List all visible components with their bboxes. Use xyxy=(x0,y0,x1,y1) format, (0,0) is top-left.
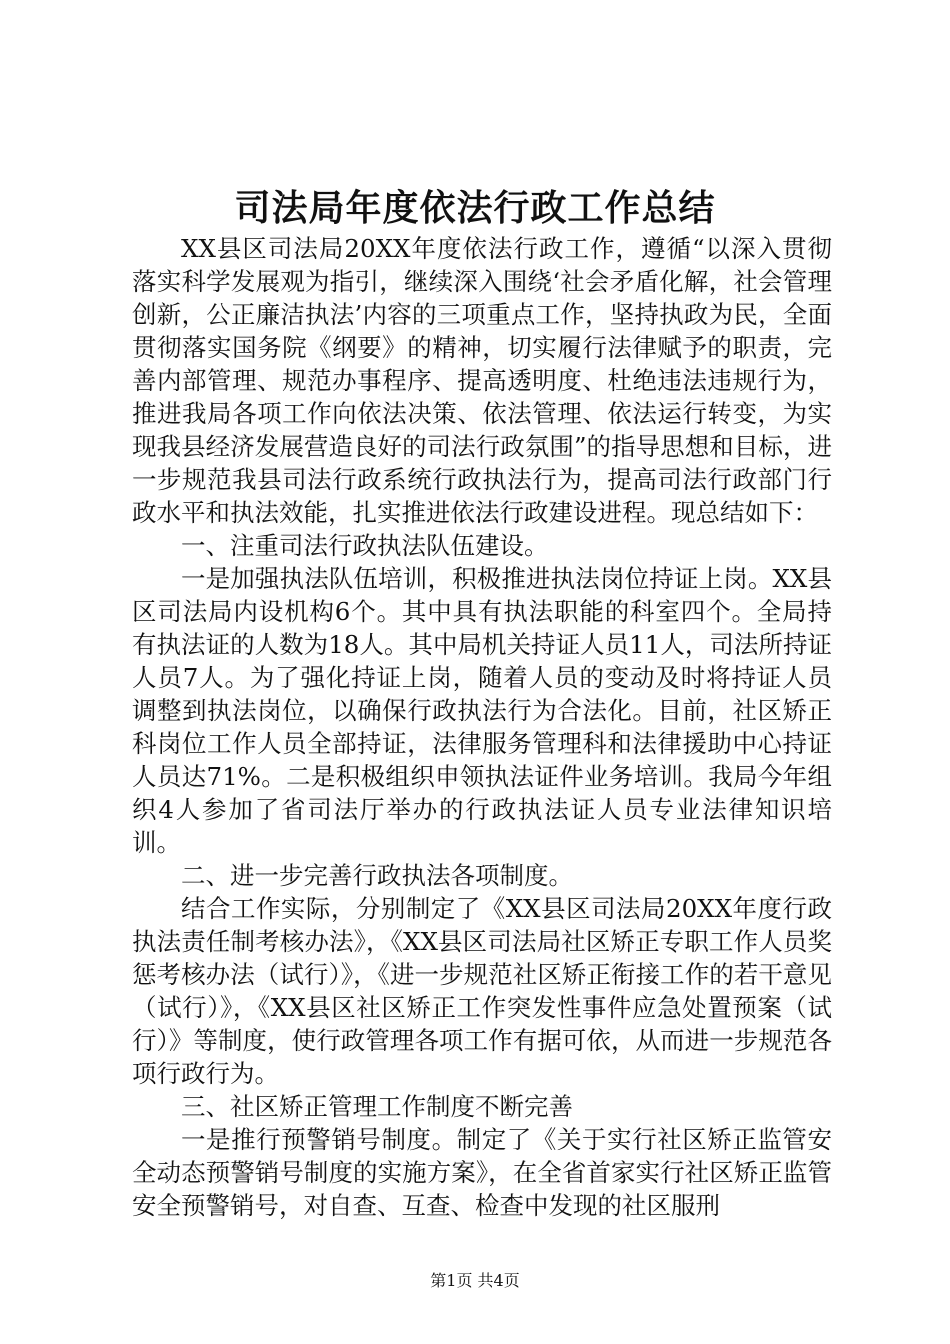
section-heading-2: 二、进一步完善行政执法各项制度。 xyxy=(181,861,573,890)
page-title: 司法局年度依法行政工作总结 xyxy=(234,187,716,229)
document-body xyxy=(132,232,832,1222)
paragraph-section-3: 一是推行预警销号制度。制定了《关于实行社区矫正监管安全动态预警销号制度的实施方案》，在全省首家实行社区矫正监管安全预警销号，对自查、互查、检查中发现的社区服刑 xyxy=(132,1125,832,1220)
page-footer: 第1页 共4页 xyxy=(430,1271,520,1290)
paragraph-section-2: 结合工作实际，分别制定了《XX县区司法局20XX年度行政执法责任制考核办法》，《XX县区司法局社区矫正专职工作人员奖惩考核办法（试行）》，《进一步规范社区矫正衔接工作的若干意见（试行）》，《XX县区社区矫正工作突发性事件应急处置预案（试行）》等制度，使行政管理各项工作有据可依，从而进一步规范各项行政行为。 xyxy=(132,894,832,1088)
paragraph-intro: XX县区司法局20XX年度依法行政工作，遵循“以深入贯彻落实科学发展观为指引，继续深入围绕‘社会矛盾化解，社会管理创新，公正廉洁执法’内容的三项重点工作，坚持执政为民，全面贯彻落实国务院《纲要》的精神，切实履行法律赋予的职责，完善内部管理、规范办事程序、提高透明度、杜绝违法违规行为，推进我局各项工作向依法决策、依法管理、依法运行转变，为实现我县经济发展营造良好的司法行政氛围”的指导思想和目标，进一步规范我县司法行政系统行政执法行为，提高司法行政部门行政水平和执法效能，扎实推进依法行政建设进程。现总结如下： xyxy=(132,234,832,527)
section-heading-3: 三、社区矫正管理工作制度不断完善 xyxy=(181,1092,573,1121)
section-heading-1: 一、注重司法行政执法队伍建设。 xyxy=(181,531,549,560)
paragraph-section-1: 一是加强执法队伍培训，积极推进执法岗位持证上岗。XX县区司法局内设机构6个。其中具有执法职能的科室四个。全局持有执法证的人数为18人。其中局机关持证人员11人，司法所持证人员7人。为了强化持证上岗，随着人员的变动及时将持证人员调整到执法岗位，以确保行政执法行为合法化。目前，社区矫正科岗位工作人员全部持证，法律服务管理科和法律援助中心持证人员达71%。二是积极组织申领执法证件业务培训。我局今年组织4人参加了省司法厅举办的行政执法证人员专业法律知识培训。 xyxy=(132,564,832,857)
